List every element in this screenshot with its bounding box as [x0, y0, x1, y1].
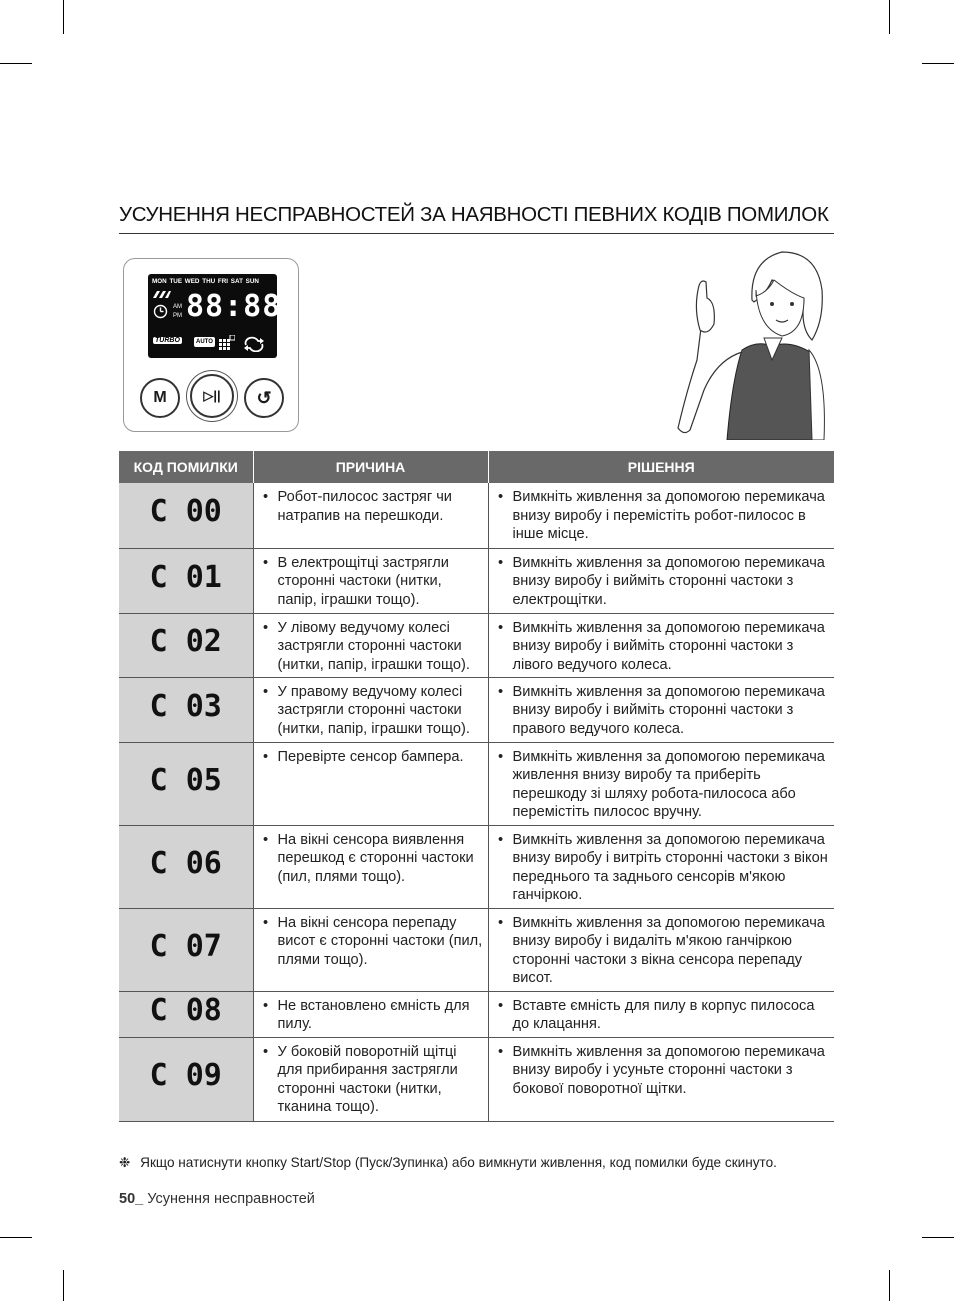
bullet: •	[262, 1043, 269, 1060]
solution-text: Вимкніть живлення за допомогою перемикача внизу виробу і вийміть сторонні частоки з лівого ведучого колеса.	[512, 619, 825, 673]
error-code-cell	[119, 908, 253, 991]
footnote	[119, 1155, 839, 1171]
header-error-code: КОД ПОМИЛКИ	[119, 451, 253, 483]
crop-mark	[889, 0, 890, 34]
cause-cell	[253, 825, 488, 908]
table-row	[119, 677, 834, 742]
woman-pointing-illustration	[672, 240, 832, 440]
cause-cell	[253, 548, 488, 613]
error-code-cell	[119, 825, 253, 908]
crop-mark	[63, 1270, 64, 1301]
error-code-cell	[119, 613, 253, 677]
solution-text: Вимкніть живлення за допомогою перемикача внизу виробу і вийміть сторонні частоки з електрощітки.	[512, 554, 825, 608]
solution-text: Вставте ємність для пилу в корпус пилососа до клацання.	[512, 997, 815, 1033]
table-row	[119, 742, 834, 825]
bullet: •	[497, 997, 504, 1014]
cause-cell	[253, 613, 488, 677]
error-code-cell	[119, 483, 253, 548]
cause-text: На вікні сенсора перепаду висот є сторонні частоки (пил, плями тощо).	[277, 914, 483, 968]
start-stop-button[interactable]	[190, 374, 234, 418]
time-digits: 88:88	[186, 289, 282, 324]
bullet: •	[262, 831, 269, 848]
cause-cell	[253, 483, 488, 548]
cause-text: У правому ведучому колесі застрягли сторонні частоки (нитки, папір, іграшки тощо).	[277, 683, 470, 737]
cause-cell	[253, 742, 488, 825]
cause-text: Робот-пилосос застряг чи натрапив на перешкоди.	[277, 489, 452, 524]
bullet: •	[262, 997, 269, 1014]
note-symbol-icon: ❉	[119, 1155, 131, 1170]
solution-text: Вимкніть живлення за допомогою перемикача внизу виробу і перемістіть робот-пилосос в інше місце.	[512, 489, 825, 543]
pm-label: PM	[173, 313, 182, 319]
crop-mark	[0, 63, 32, 64]
error-code: C 07	[149, 928, 222, 964]
return-icon: ↺	[256, 387, 272, 408]
error-code-cell	[119, 991, 253, 1037]
crop-mark	[889, 1270, 890, 1301]
crop-mark	[63, 0, 64, 34]
table-header-row	[119, 451, 834, 483]
solution-text: Вимкніть живлення за допомогою перемикача внизу виробу і видаліть м'якою ганчіркою сторонні частоки з вікна сенсора перепаду висот.	[512, 914, 825, 987]
error-code-cell	[119, 742, 253, 825]
cause-text: В електрощітці застрягли сторонні частоки (нитки, папір, іграшки тощо).	[277, 554, 449, 608]
bullet: •	[497, 554, 504, 571]
error-code-cell	[119, 548, 253, 613]
clock-icon	[153, 304, 168, 319]
cause-cell	[253, 991, 488, 1037]
cause-cell	[253, 1037, 488, 1121]
mode-button[interactable]: M	[140, 378, 180, 418]
table-row	[119, 908, 834, 991]
bullet: •	[262, 489, 269, 505]
solution-text: Вимкніть живлення за допомогою перемикача внизу виробу і витріть сторонні частоки з вікон переднього та заднього сенсорів м'якою ганчіркою.	[512, 831, 828, 904]
error-code: C 09	[149, 1058, 222, 1094]
cause-text: У боковій поворотній щітці для прибирання застрягли сторонні частоки (нитки, тканина тощо).	[277, 1043, 458, 1116]
solution-text: Вимкніть живлення за допомогою перемикача живлення внизу виробу та приберіть перешкоду зі шляху робота-пилососа або перемістіть пилосос вручну.	[512, 748, 825, 821]
lcd-display	[148, 274, 282, 358]
bullet: •	[497, 1043, 504, 1060]
table-row	[119, 548, 834, 613]
bullet: •	[497, 683, 504, 700]
error-code: C 00	[149, 494, 222, 530]
play-pause-icon: ▷||	[203, 388, 221, 403]
crop-mark	[922, 1237, 954, 1238]
bullet: •	[497, 489, 504, 505]
page-title: УСУНЕННЯ НЕСПРАВНОСТЕЙ ЗА НАЯВНОСТІ ПЕВНИХ КОДІВ ПОМИЛОК	[119, 203, 834, 234]
bullet: •	[262, 554, 269, 571]
bullet: •	[497, 831, 504, 848]
crop-mark	[0, 1237, 32, 1238]
bullet: •	[262, 683, 269, 700]
bullet: •	[262, 619, 269, 636]
solution-cell	[488, 613, 834, 677]
error-code-cell	[119, 1037, 253, 1121]
return-button[interactable]	[244, 378, 284, 418]
solution-cell	[488, 1037, 834, 1121]
table-row	[119, 825, 834, 908]
solution-cell	[488, 742, 834, 825]
footer-section: Усунення несправностей	[147, 1191, 315, 1207]
error-code: C 01	[149, 559, 222, 595]
cause-cell	[253, 677, 488, 742]
error-code-table	[119, 451, 834, 1122]
bullet: •	[497, 619, 504, 636]
error-code: C 02	[149, 624, 222, 660]
header-cause: ПРИЧИНА	[253, 451, 488, 483]
error-code: C 08	[149, 993, 222, 1029]
table-row	[119, 483, 834, 548]
table-row	[119, 613, 834, 677]
cause-text: У лівому ведучому колесі застрягли сторонні частоки (нитки, папір, іграшки тощо).	[277, 619, 470, 673]
note-text: Якщо натиснути кнопку Start/Stop (Пуск/Зупинка) або вимкнути живлення, код помилки буде скинуто.	[140, 1155, 777, 1170]
bullet: •	[497, 914, 504, 931]
battery-icon	[153, 290, 171, 299]
control-panel-illustration	[123, 258, 299, 432]
grid-icon	[219, 335, 235, 351]
solution-cell	[488, 483, 834, 548]
error-code: C 06	[149, 845, 222, 881]
table-row	[119, 991, 834, 1037]
page-footer	[119, 1191, 315, 1207]
solution-cell	[488, 548, 834, 613]
solution-text: Вимкніть живлення за допомогою перемикача внизу виробу і усуньте сторонні частоки з бокової поворотної щітки.	[512, 1043, 825, 1097]
cause-cell	[253, 908, 488, 991]
error-code-cell	[119, 677, 253, 742]
bullet: •	[497, 748, 504, 765]
solution-cell	[488, 908, 834, 991]
repeat-icon	[243, 336, 265, 352]
bullet: •	[262, 748, 269, 765]
solution-cell	[488, 825, 834, 908]
page-number: 50_	[119, 1191, 144, 1207]
crop-mark	[922, 63, 954, 64]
cause-text: На вікні сенсора виявлення перешкод є сторонні частоки (пил, плями тощо).	[277, 831, 474, 885]
bullet: •	[262, 914, 269, 931]
header-solution: РІШЕННЯ	[488, 451, 834, 483]
error-code: C 05	[149, 762, 222, 798]
cause-text: Перевірте сенсор бампера.	[277, 748, 464, 765]
cause-text: Не встановлено ємність для пилу.	[277, 997, 470, 1033]
solution-text: Вимкніть живлення за допомогою перемикача внизу виробу і вийміть сторонні частоки з правого ведучого колеса.	[512, 683, 825, 737]
auto-label: AUTO	[196, 339, 213, 345]
solution-cell	[488, 991, 834, 1037]
lcd-days: MON TUE WED THU FRI SAT SUN	[152, 278, 259, 285]
error-code: C 03	[149, 688, 222, 724]
solution-cell	[488, 677, 834, 742]
am-label: AM	[173, 304, 182, 310]
turbo-label: TURBO	[155, 337, 180, 344]
table-row	[119, 1037, 834, 1121]
